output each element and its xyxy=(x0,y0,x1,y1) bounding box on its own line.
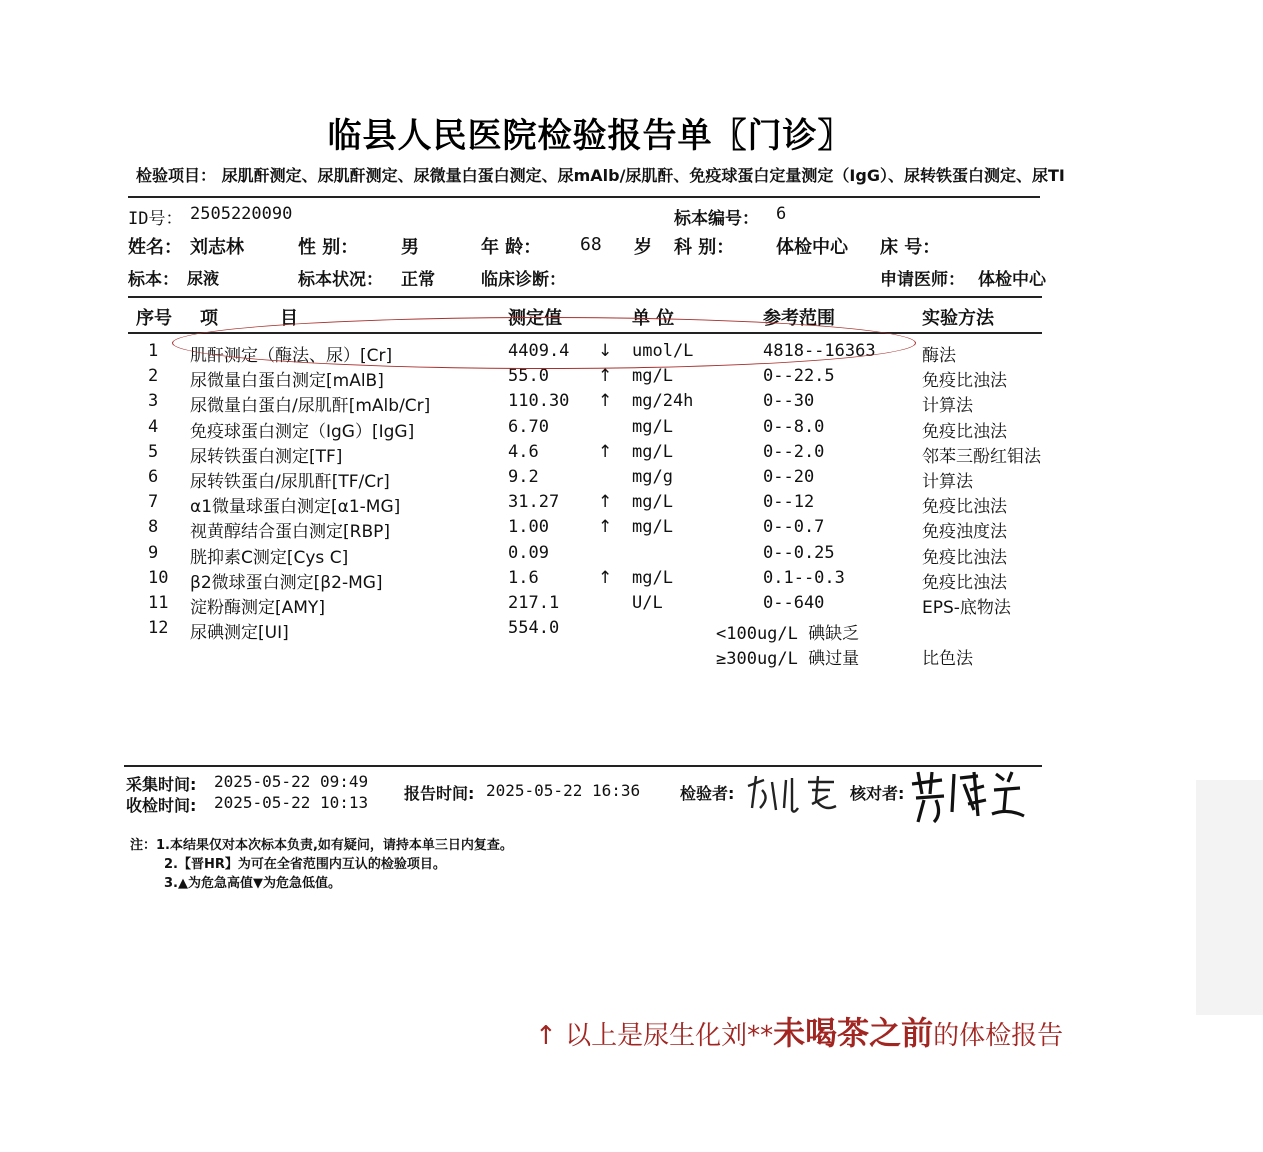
caption-suffix: 的体检报告 xyxy=(933,1021,1064,1051)
row-method: 邻苯三酚红钼法 xyxy=(922,446,1041,467)
row-method: 免疫比浊法 xyxy=(922,421,1007,442)
row-unit: mg/L xyxy=(632,492,673,513)
row-ref: 0--22.5 xyxy=(763,366,835,387)
row-ref: 0--20 xyxy=(763,467,815,487)
header-item-2: 目 xyxy=(280,308,298,329)
row-value: 9.2 xyxy=(508,467,539,487)
note-3: 3.▲为危急高值▼为危急低值。 xyxy=(164,876,341,891)
table-row xyxy=(0,391,1263,416)
row-ref: 0--0.7 xyxy=(763,517,825,538)
row-value: 4.6 xyxy=(508,441,539,462)
age-label: 年 龄： xyxy=(481,237,542,258)
status-label: 标本状况： xyxy=(298,270,383,290)
row-item-name: 尿碘测定[UI] xyxy=(190,623,289,644)
row-value: 554.0 xyxy=(508,618,560,639)
tester-signature xyxy=(742,768,842,818)
sex-label: 性 别： xyxy=(298,237,359,258)
table-row xyxy=(0,618,1263,643)
row-item-name: 尿微量白蛋白/尿肌酐[mAlb/Cr] xyxy=(190,396,431,417)
table-row xyxy=(0,366,1263,391)
tester-label: 检验者: xyxy=(680,784,735,803)
row-ref: 0--2.0 xyxy=(763,441,825,462)
row-seq: 1 xyxy=(148,341,159,361)
receive-label: 收检时间: xyxy=(126,796,197,815)
note-1: 注：1.本结果仅对本次标本负责,如有疑问，请持本单三日内复查。 xyxy=(130,838,513,853)
row-value: 31.27 xyxy=(508,492,560,513)
flag-arrow-icon: ↑ xyxy=(598,517,613,538)
specimen-value: 尿液 xyxy=(187,269,220,288)
report-title: 临县人民医院检验报告单〖门诊〗 xyxy=(327,116,853,156)
up-arrow-icon: ↑ xyxy=(535,1021,557,1051)
caption xyxy=(535,1008,1063,1054)
row12-ref-line2: ≥300ug/L 碘过量 xyxy=(716,649,860,669)
row-method: 计算法 xyxy=(922,472,973,492)
row-seq: 12 xyxy=(148,618,169,639)
row-unit: mg/L xyxy=(632,366,673,387)
row-ref: 0--0.25 xyxy=(763,542,835,563)
table-row xyxy=(0,517,1263,542)
row-ref: 0--8.0 xyxy=(763,416,825,437)
collect-time: 2025-05-22 09:49 xyxy=(214,772,369,791)
bed-label: 床 号： xyxy=(880,237,941,258)
row-value: 217.1 xyxy=(508,593,560,613)
row-ref: 0--640 xyxy=(763,593,825,613)
flag-arrow-icon: ↑ xyxy=(598,441,613,462)
row-unit: mg/L xyxy=(632,441,673,462)
name-label: 姓名： xyxy=(128,237,182,258)
row-method: 酶法 xyxy=(922,346,956,366)
row-unit: mg/g xyxy=(632,467,673,487)
divider-top xyxy=(128,196,1040,198)
row-ref: 4818--16363 xyxy=(763,341,876,361)
row-item-name: α1微量球蛋白测定[α1-MG] xyxy=(190,497,401,518)
flag-arrow-icon: ↑ xyxy=(598,391,613,412)
caption-emphasis: 未喝茶之前 xyxy=(773,1014,934,1052)
row-item-name: 视黄醇结合蛋白测定[RBP] xyxy=(190,522,390,543)
diagnosis-label: 临床诊断： xyxy=(481,270,566,290)
receive-time: 2025-05-22 10:13 xyxy=(214,793,369,812)
dept-value: 体检中心 xyxy=(776,237,848,258)
row-method: 免疫比浊法 xyxy=(922,547,1007,568)
age-unit: 岁 xyxy=(634,237,652,258)
table-row xyxy=(0,417,1263,442)
table-row xyxy=(0,492,1263,517)
note-2: 2.【晋HR】为可在全省范围内互认的检验项目。 xyxy=(164,857,446,872)
row-value: 1.00 xyxy=(508,517,549,538)
row-method: 计算法 xyxy=(922,396,973,417)
row-method: 免疫比浊法 xyxy=(922,572,1007,593)
table-row xyxy=(0,568,1263,593)
report-time-label: 报告时间: xyxy=(404,784,475,803)
row-method: EPS-底物法 xyxy=(922,598,1011,618)
test-items-line: 检验项目： 尿肌酐测定、尿肌酐测定、尿微量白蛋白测定、尿mAlb/尿肌酐、免疫球蛋白定量测定（IgG）、尿转铁蛋白测定、尿TI xyxy=(136,166,1065,185)
flag-arrow-icon: ↑ xyxy=(598,492,613,513)
table-row xyxy=(0,593,1263,618)
id-value: 2505220090 xyxy=(190,204,293,224)
checker-signature xyxy=(908,764,1028,828)
row-unit: mg/24h xyxy=(632,391,694,412)
row-seq: 2 xyxy=(148,366,159,387)
id-label: ID号： xyxy=(128,209,183,229)
row-method: 免疫比浊法 xyxy=(922,371,1007,392)
table-row xyxy=(0,442,1263,467)
header-unit: 单 位 xyxy=(632,308,675,329)
row-value: 110.30 xyxy=(508,391,570,412)
row-value: 6.70 xyxy=(508,416,549,437)
collect-label: 采集时间: xyxy=(126,775,197,794)
divider-footer xyxy=(124,765,1042,767)
row-method: 免疫浊度法 xyxy=(922,522,1007,543)
row-item-name: 肌酐测定（酶法、尿）[Cr] xyxy=(190,346,393,366)
row-item-name: β2微球蛋白测定[β2-MG] xyxy=(190,572,383,593)
flag-arrow-icon: ↓ xyxy=(598,341,613,361)
row-unit: mg/L xyxy=(632,416,673,437)
row-value: 0.09 xyxy=(508,542,549,563)
row-seq: 9 xyxy=(148,542,159,563)
row-item-name: 免疫球蛋白测定（IgG）[IgG] xyxy=(190,421,415,442)
specimen-no-label: 标本编号： xyxy=(674,209,759,229)
status-value: 正常 xyxy=(401,270,435,290)
caption-prefix: 以上是尿生化刘** xyxy=(565,1021,774,1051)
row-unit: U/L xyxy=(632,593,663,613)
row-value: 4409.4 xyxy=(508,341,570,361)
row-item-name: 胱抑素C测定[Cys C] xyxy=(190,547,349,568)
row-seq: 6 xyxy=(148,467,159,487)
sex-value: 男 xyxy=(401,237,419,258)
table-row xyxy=(0,543,1263,568)
doctor-label: 申请医师： xyxy=(880,270,965,290)
row-value: 1.6 xyxy=(508,567,539,588)
checker-label: 核对者: xyxy=(850,784,905,803)
specimen-label: 标本： xyxy=(128,270,179,290)
row12-method: 比色法 xyxy=(922,649,973,669)
row-seq: 4 xyxy=(148,416,159,437)
row-ref: 0--30 xyxy=(763,391,815,412)
header-value: 测定值 xyxy=(508,308,562,329)
doctor-value: 体检中心 xyxy=(978,270,1046,290)
row-item-name: 尿微量白蛋白测定[mAlB] xyxy=(190,371,384,392)
row-item-name: 尿转铁蛋白/尿肌酐[TF/Cr] xyxy=(190,472,390,492)
row-seq: 5 xyxy=(148,441,159,462)
row-unit: mg/L xyxy=(632,517,673,538)
row-item-name: 淀粉酶测定[AMY] xyxy=(190,598,325,618)
table-row xyxy=(0,467,1263,492)
row-unit: mg/L xyxy=(632,567,673,588)
row-seq: 11 xyxy=(148,593,169,613)
flag-arrow-icon: ↑ xyxy=(598,366,613,387)
header-item-1: 项 xyxy=(200,308,218,329)
row-method: 免疫比浊法 xyxy=(922,497,1007,518)
header-ref: 参考范围 xyxy=(763,308,835,329)
row-seq: 7 xyxy=(148,492,159,513)
header-method: 实验方法 xyxy=(922,308,994,329)
report-time: 2025-05-22 16:36 xyxy=(486,781,641,800)
row-value: 55.0 xyxy=(508,366,549,387)
row-seq: 3 xyxy=(148,391,159,412)
specimen-no-value: 6 xyxy=(776,204,787,224)
highlight-oval xyxy=(172,317,916,369)
row-unit: umol/L xyxy=(632,341,694,361)
row-seq: 10 xyxy=(148,567,169,588)
age-value: 68 xyxy=(580,234,602,255)
row-item-name: 尿转铁蛋白测定[TF] xyxy=(190,446,343,467)
row-ref: 0--12 xyxy=(763,492,815,513)
row-seq: 8 xyxy=(148,517,159,538)
flag-arrow-icon: ↑ xyxy=(598,567,613,588)
name-value: 刘志林 xyxy=(190,237,244,258)
divider-header-top xyxy=(128,296,1042,298)
dept-label: 科 别： xyxy=(674,237,735,258)
row12-ref-line1: <100ug/L 碘缺乏 xyxy=(716,624,860,644)
row-ref: 0.1--0.3 xyxy=(763,567,845,588)
scan-shadow xyxy=(1196,780,1263,1015)
header-seq: 序号 xyxy=(136,308,172,329)
